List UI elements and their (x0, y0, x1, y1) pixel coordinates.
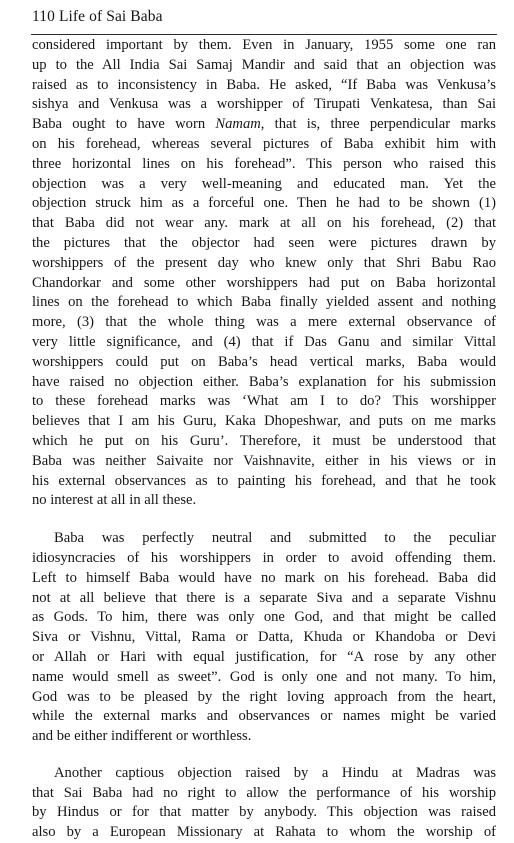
text-line: or Allah or Hari with equal justification, for “A rose by any other (32, 648, 496, 665)
text-line: his external observances as to painting his forehead, and that he took (32, 472, 496, 489)
text-line: which he put on his Guru’. Therefore, it must be understood that (32, 432, 496, 449)
header-rule (31, 34, 497, 35)
text-line: not at all believe that there is a separate Siva and a separate Vishnu (32, 589, 496, 606)
text-line: objection was a very well-meaning and educated man. Yet the (32, 175, 496, 192)
paragraph-gap (32, 511, 496, 529)
text-line: more, (3) that the whole thing was a mere external observance of (32, 314, 496, 331)
text-line: worshippers of the present day who knew only that Shri Babu Rao (32, 254, 496, 271)
running-head: 110 Life of Sai Baba (32, 8, 163, 25)
text-line: idiosyncracies of his worshippers in order to avoid offending them. (32, 549, 496, 566)
text-line: Chandorkar and some other worshippers had put on Baba horizontal (32, 274, 496, 291)
text-line: objection struck him as a forceful one. Then he had to be shown (1) (32, 195, 496, 212)
text-line: the pictures that the objector had seen were pictures drawn by (32, 234, 496, 251)
text-line: Baba ought to have worn Namam, that is, three perpendicular marks (32, 116, 496, 133)
page-body (32, 36, 496, 843)
text-line: God was to be pleased by the right loving approach from the heart, (32, 688, 496, 705)
text-line: very little significance, and (4) that if Das Ganu and similar Vittal (32, 333, 496, 350)
paragraph-gap (32, 747, 496, 764)
text-line: while the external marks and observances or names might be varied (32, 708, 496, 725)
text-line: Baba was neither Saivaite nor Vaishnavite, either in his views or in (32, 452, 496, 469)
text-line: as Gods. To him, there was only one God, and that might be called (32, 609, 496, 626)
text-line: raised as to inconsistency in Baba. He asked, “If Baba was Venkusa’s (32, 76, 496, 93)
paragraph-3 (32, 764, 496, 843)
text-line: have raised no objection either. Baba’s explanation for his submission (32, 373, 496, 390)
text-line: Siva or Vishnu, Vittal, Rama or Datta, Khuda or Khandoba or Devi (32, 629, 496, 646)
text-line: name would smell as sweet”. God is only one and not many. To him, (32, 668, 496, 685)
text-line: no interest at all in all these. (32, 492, 197, 509)
text-line: sishya and Venkusa was a worshipper of Tirupati Venkatesa, than Sai (32, 96, 496, 113)
text-line: worshippers could put on Baba’s head vertical marks, Baba would (32, 353, 496, 370)
paragraph-1 (32, 36, 496, 511)
text-line: also by a European Missionary at Rahata to whom the worship of (32, 824, 496, 841)
text-line: on his forehead, whereas several pictures of Baba exhibit him with (32, 135, 496, 152)
text-line: Baba was perfectly neutral and submitted to the peculiar (54, 530, 496, 547)
text-line: lines on the forehead to which Baba finally yielded assent and nothing (32, 294, 496, 311)
text-line: Left to himself Baba would have no mark on his forehead. Baba did (32, 569, 496, 586)
text-line: three horizontal lines on his forehead”. This person who raised this (32, 155, 496, 172)
text-line: and be either indifferent or worthless. (32, 728, 252, 745)
text-line: by Hindus or for that matter by anybody. This objection was raised (32, 804, 496, 821)
text-line: that Baba did not wear any. mark at all on his forehead, (2) that (32, 215, 496, 232)
text-line: believes that I am his Guru, Kaka Dhopeshwar, and puts on me marks (32, 413, 496, 430)
paragraph-2 (32, 529, 496, 747)
text-line: Another captious objection raised by a Hindu at Madras was (54, 764, 496, 781)
text-line: that Sai Baba had no right to allow the performance of his worship (32, 784, 496, 801)
text-line: up to the All India Sai Samaj Mandir and said that an objection was (32, 56, 496, 73)
italic-term: Namam (215, 116, 261, 133)
text-line: to these forehead marks was ‘What am I to do? This worshipper (32, 393, 496, 410)
text-line: considered important by them. Even in January, 1955 some one ran (32, 37, 496, 53)
